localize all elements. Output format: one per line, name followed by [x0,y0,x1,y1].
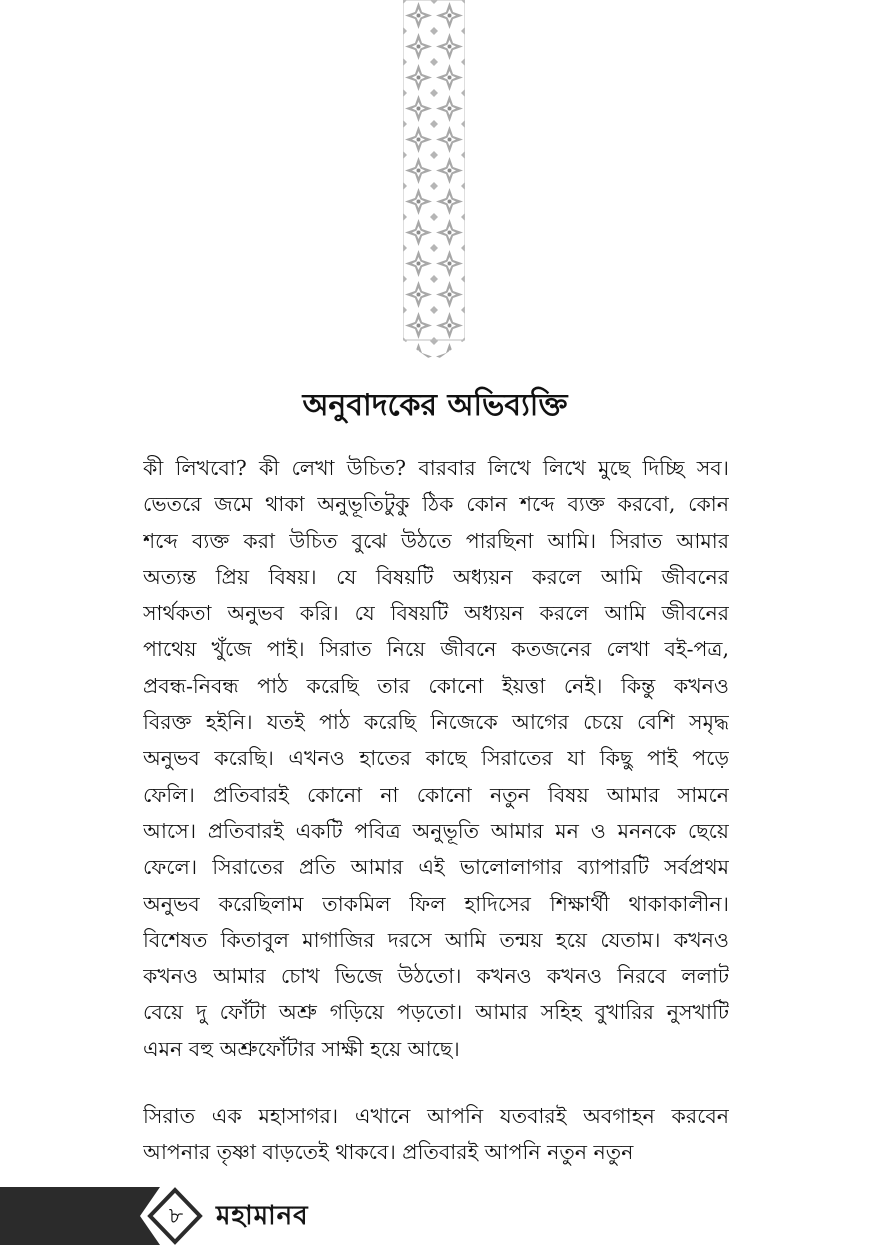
text-line: সার্থকতা অনুভব করি। যে বিষয়টি অধ্যয়ন করলে আমি জীবনের [143,601,729,626]
page-heading: অনুবাদকের অভিব্যক্তি [302,388,568,423]
text-line: এমন বহু অশ্রুফোঁটার সাক্ষী হয়ে আছে। [143,1036,460,1061]
page-number: ৮ [168,1204,184,1229]
text-line: প্রবন্ধ-নিবন্ধ পাঠ করেছি তার কোনো ইয়ত্তা নেই। কিন্তু কখনও [143,673,729,698]
text-line: অত্যন্ত প্রিয় বিষয়। যে বিষয়টি অধ্যয়ন করলে আমি জীবনের [143,564,729,589]
text-line: সিরাত এক মহাসাগর। এখানে আপনি যতবারই অবগাহন করবেন [143,1104,729,1128]
text-line: ফেলে। সিরাতের প্রতি আমার এই ভালোলাগার ব্যাপারটি সর্বপ্রথম [143,855,729,880]
text-line: অনুভব করেছি। এখনও হাতের কাছে সিরাতের যা কিছু পাই পড়ে [143,746,729,771]
text-line: ফেলি। প্রতিবারই কোনো না কোনো নতুন বিষয় আমার সামনে [143,782,729,807]
decorative-ornament [403,0,465,362]
text-line: কখনও আমার চোখ ভিজে উঠতো। কখনও কখনও নিরবে ললাট [143,964,729,989]
text-line: বিশেষত কিতাবুল মাগাজির দরসে আমি তন্ময় হয়ে যেতাম। কখনও [143,927,729,952]
book-title-logo: মহামানব [216,1201,309,1231]
text-line: আসে। প্রতিবারই একটি পবিত্র অনুভূতি আমার মন ও মননকে ছেয়ে [143,818,729,843]
text-line: ভেতরে জমে থাকা অনুভূতিটুকু ঠিক কোন শব্দে ব্যক্ত করবো, কোন [143,492,729,517]
text-line: অনুভব করেছিলাম তাকমিল ফিল হাদিসের শিক্ষার্থী থাকাকালীন। [143,891,729,916]
text-line: বেয়ে দু ফোঁটা অশ্রু গড়িয়ে পড়তো। আমার সহিহ বুখারির নুসখাটি [143,1000,729,1025]
text-line: কী লিখবো? কী লেখা উচিত? বারবার লিখে লিখে মুছে দিচ্ছি সব। [143,456,729,480]
paragraph-1 [143,450,729,1067]
text-line: পাথেয় খুঁজে পাই। সিরাত নিয়ে জীবনে কতজনের লেখা বই-পত্র, [143,637,729,662]
text-line: বিরক্ত হইনি। যতই পাঠ করেছি নিজেকে আগের চেয়ে বেশি সমৃদ্ধ [143,710,729,735]
text-line: আপনার তৃষ্ণা বাড়তেই থাকবে। প্রতিবারই আপনি নতুন নতুন [143,1140,634,1165]
text-line: শব্দে ব্যক্ত করা উচিত বুঝে উঠতে পারছিনা আমি। সিরাত আমার [143,528,729,553]
paragraph-2 [143,1098,729,1171]
